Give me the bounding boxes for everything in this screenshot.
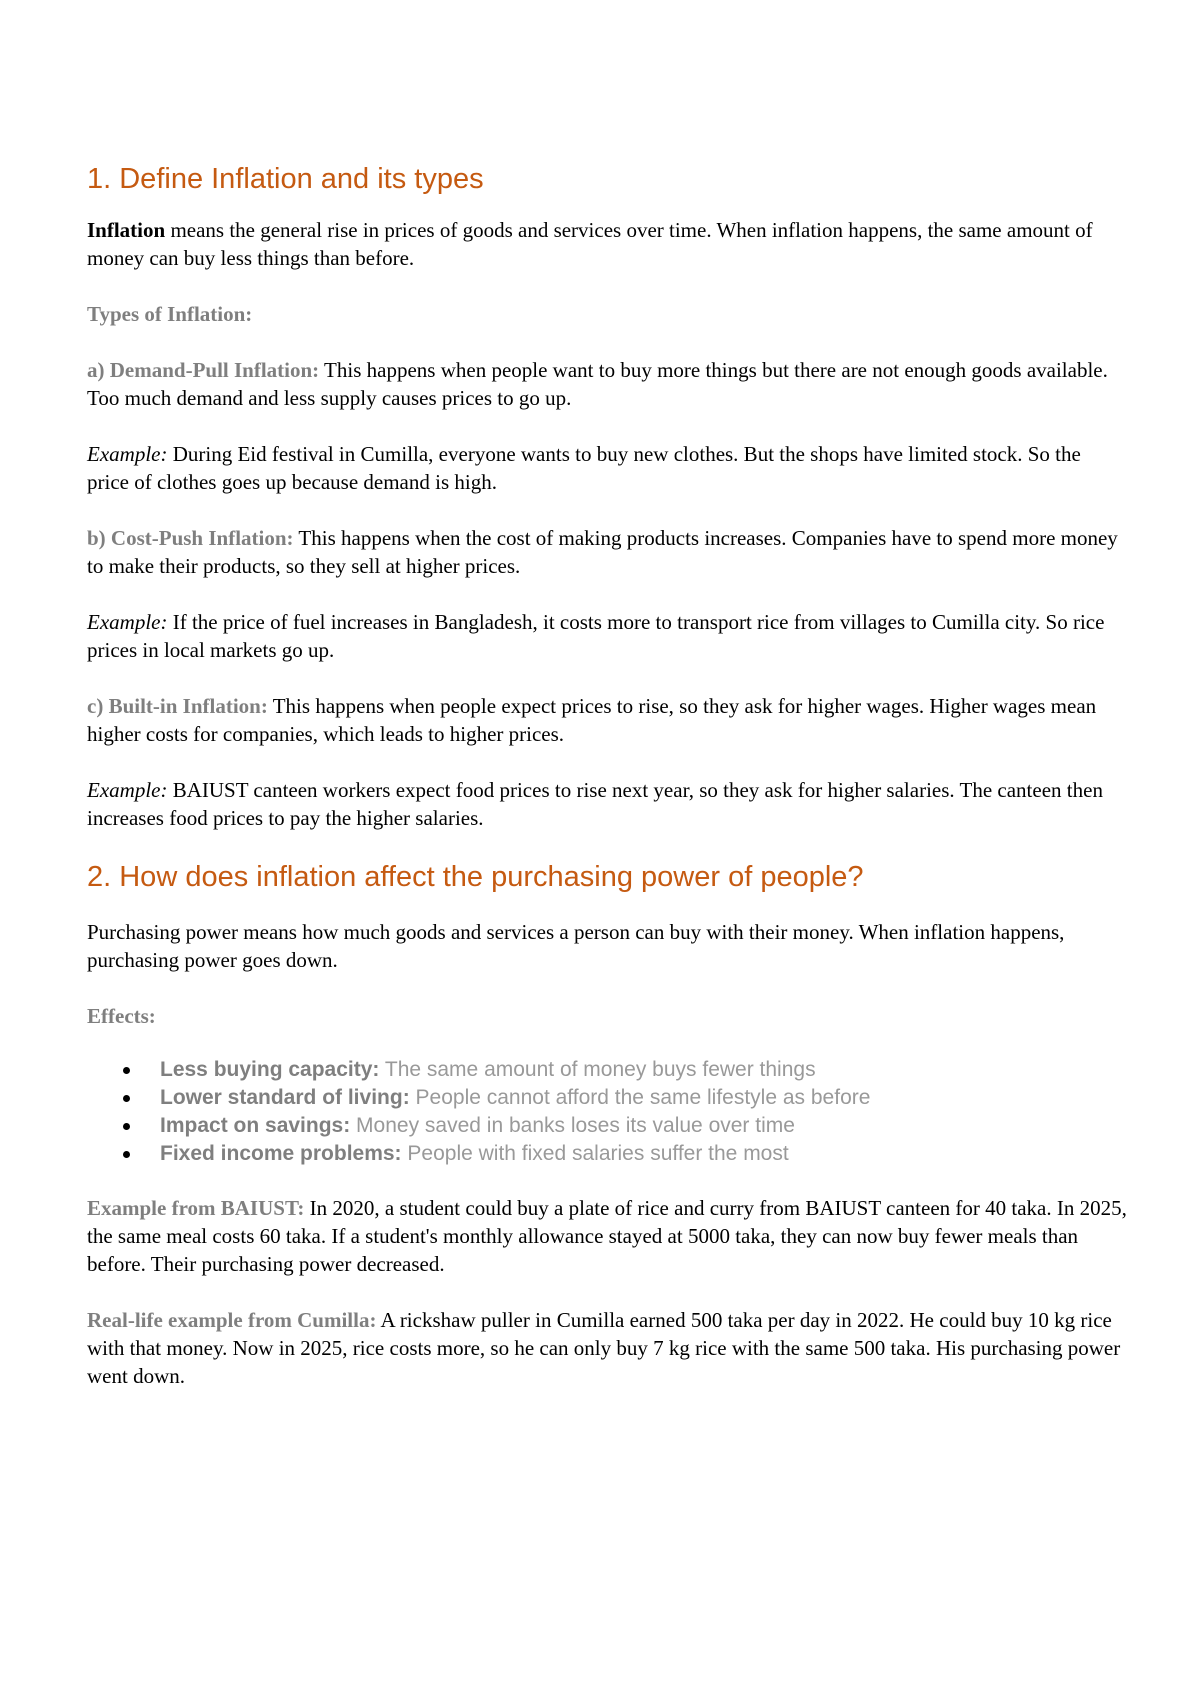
- example-cost-push: [87, 608, 1127, 664]
- example-built-in: [87, 776, 1127, 832]
- type-cost-push: [87, 524, 1127, 580]
- list-item: [87, 1056, 1127, 1084]
- example-baiust-text: In 2020, a student could buy a plate of rice and curry from BAIUST canteen for 40 taka. In 2025, the same meal costs 60 taka. If a student's monthly allowance stayed at 5000 taka, they can now buy fewer meals than before. Their purchasing power decreased.: [87, 1196, 1127, 1276]
- example-text: BAIUST canteen workers expect food prices to rise next year, so they ask for higher salaries. The canteen then increases food prices to pay the higher salaries.: [87, 778, 1103, 830]
- example-label: Example:: [87, 778, 168, 802]
- purchasing-power-definition: Purchasing power means how much goods and services a person can buy with their money. When inflation happens, purchasing power goes down.: [87, 920, 1065, 972]
- document-page: [87, 160, 1127, 1390]
- effects-heading: Effects:: [87, 1004, 156, 1028]
- list-item: [87, 1112, 1127, 1140]
- bullet-icon: [123, 1095, 130, 1102]
- inflation-definition-text: means the general rise in prices of goods and services over time. When inflation happens, the same amount of money can buy less things than before.: [87, 218, 1093, 270]
- example-baiust-label: Example from BAIUST:: [87, 1196, 305, 1220]
- bullet-icon: [123, 1151, 130, 1158]
- type-built-in-label: c) Built-in Inflation:: [87, 694, 268, 718]
- effect-text: The same amount of money buys fewer things: [379, 1058, 816, 1081]
- inflation-term: Inflation: [87, 218, 166, 242]
- type-demand-pull: [87, 356, 1127, 412]
- effect-title: Fixed income problems:: [160, 1142, 402, 1165]
- example-label: Example:: [87, 610, 168, 634]
- example-text: If the price of fuel increases in Bangladesh, it costs more to transport rice from villages to Cumilla city. So rice prices in local markets go up.: [87, 610, 1105, 662]
- type-demand-pull-label: a) Demand-Pull Inflation:: [87, 358, 320, 382]
- example-cumilla-text: A rickshaw puller in Cumilla earned 500 taka per day in 2022. He could buy 10 kg rice with that money. Now in 2025, rice costs more, so he can only buy 7 kg rice with the same 500 taka. His purchasing power went down.: [87, 1308, 1121, 1388]
- example-baiust: [87, 1194, 1127, 1278]
- type-cost-push-text: This happens when the cost of making products increases. Companies have to spend more money to make their products, so they sell at higher prices.: [87, 526, 1118, 578]
- type-built-in-text: This happens when people expect prices to rise, so they ask for higher wages. Higher wages mean higher costs for companies, which leads to higher prices.: [87, 694, 1097, 746]
- example-cumilla: [87, 1306, 1127, 1390]
- example-demand-pull: [87, 440, 1127, 496]
- type-built-in: [87, 692, 1127, 748]
- effect-text: People cannot afford the same lifestyle as before: [409, 1086, 871, 1109]
- effect-text: People with fixed salaries suffer the most: [401, 1142, 789, 1165]
- section1-heading: 1. Define Inflation and its types: [87, 163, 484, 195]
- type-cost-push-label: b) Cost-Push Inflation:: [87, 526, 294, 550]
- effects-list: [87, 1056, 1127, 1168]
- section2-heading: 2. How does inflation affect the purchasing power of people?: [87, 861, 864, 893]
- list-item: [87, 1140, 1127, 1168]
- effect-text: Money saved in banks loses its value over time: [350, 1114, 795, 1137]
- bullet-icon: [123, 1067, 130, 1074]
- example-text: During Eid festival in Cumilla, everyone wants to buy new clothes. But the shops have limited stock. So the price of clothes goes up because demand is high.: [87, 442, 1081, 494]
- list-item: [87, 1084, 1127, 1112]
- effect-title: Impact on savings:: [160, 1114, 351, 1137]
- effect-title: Less buying capacity:: [160, 1058, 380, 1081]
- example-cumilla-label: Real-life example from Cumilla:: [87, 1308, 377, 1332]
- type-demand-pull-text: This happens when people want to buy more things but there are not enough goods available. Too much demand and less supply causes prices to go up.: [87, 358, 1108, 410]
- inflation-definition: [87, 216, 1127, 272]
- example-label: Example:: [87, 442, 168, 466]
- bullet-icon: [123, 1123, 130, 1130]
- types-heading: Types of Inflation:: [87, 302, 253, 326]
- effect-title: Lower standard of living:: [160, 1086, 410, 1109]
